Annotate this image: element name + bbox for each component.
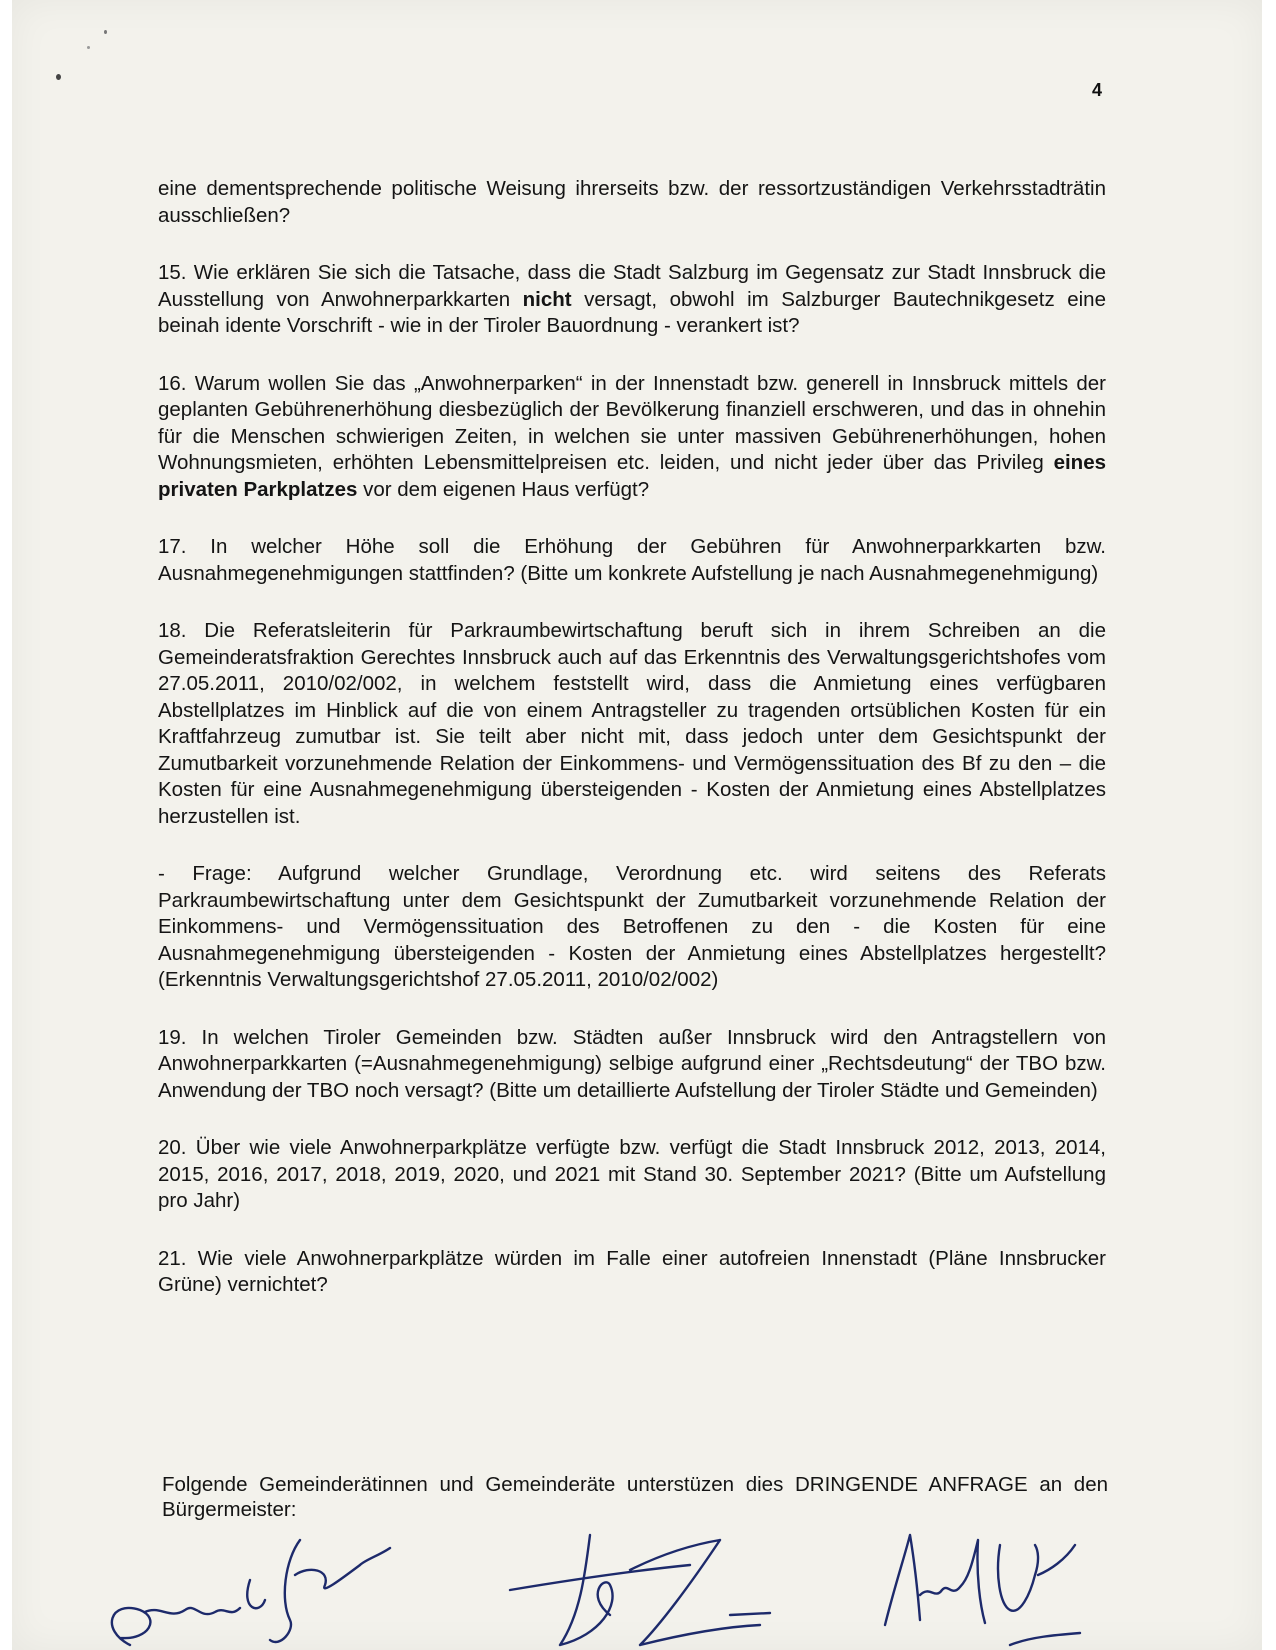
page-number: 4 <box>1092 80 1103 100</box>
text-segment: 15. Wie erklären Sie sich die Tatsache, dass die Stadt Salzburg im Gegensatz zur Stadt Innsbruck die Ausstellung von Anwohnerparkkarten <box>158 261 1106 311</box>
scan-speck <box>104 30 107 34</box>
paragraph <box>158 176 1106 229</box>
paragraph <box>158 618 1106 830</box>
paragraph <box>158 1246 1106 1299</box>
document-body <box>158 176 1106 1330</box>
text-segment: 16. Warum wollen Sie das „Anwohnerparken“ in der Innenstadt bzw. generell in Innsbruck mittels der geplanten Gebührenerhöhung diesbezüglich der Bevölkerung finanziell erschweren, und das in ohnehin für die Menschen schwierigen Zeiten, in welchen sie unter massiven Gebührenerhöhungen, hohen Wohnungsmieten, erhöhten Lebensmittelpreisen etc. leiden, und nicht jeder über das Privileg <box>158 371 1106 474</box>
paragraph <box>158 260 1106 340</box>
text-segment: - Frage: Aufgrund welcher Grundlage, Verordnung etc. wird seitens des Referats Parkraumbewirtschaftung unter dem Gesichtspunkt der Zumutbarkeit vorzunehmende Relation der Einkommens- und Vermögenssituation des Betroffenen zu den - die Kosten für eine Ausnahmegenehmigung übersteigenden - Kosten der Anmietung eines Abstellplatzes hergestellt? (Erkenntnis Verwaltungsgerichtshof 27.05.2011, 2010/02/002) <box>158 862 1106 991</box>
scan-speck <box>87 46 90 49</box>
signoff-text: Folgende Gemeinderätinnen und Gemeinderäte unterstüzen dies DRINGENDE ANFRAGE an den Bürgermeister: <box>162 1473 1108 1521</box>
paragraph <box>158 1025 1106 1105</box>
text-segment: 17. In welcher Höhe soll die Erhöhung der Gebühren für Anwohnerparkkarten bzw. Ausnahmegenehmigungen stattfinden? (Bitte um konkrete Aufstellung je nach Ausnahmegenehmigung) <box>158 535 1106 585</box>
paragraph <box>158 1135 1106 1215</box>
text-segment: 20. Über wie viele Anwohnerparkplätze verfügte bzw. verfügt die Stadt Innsbruck 2012, 2013, 2014, 2015, 2016, 2017, 2018, 2019, 2020, und 2021 mit Stand 30. September 2021? (Bitte um Aufstellung pro Jahr) <box>158 1136 1106 1212</box>
text-segment: versagt, obwohl im Salzburger Bautechnikgesetz eine beinah idente Vorschrift - wie in der Tiroler Bauordnung - verankert ist? <box>158 287 1106 337</box>
paragraph <box>158 371 1106 504</box>
bold-text: nicht <box>522 287 572 311</box>
signature-3 <box>860 1505 1090 1650</box>
text-segment: 21. Wie viele Anwohnerparkplätze würden im Falle einer autofreien Innenstadt (Pläne Innsbrucker Grüne) vernichtet? <box>158 1246 1106 1296</box>
bold-text: eines privaten Parkplatzes <box>158 451 1106 501</box>
text-segment: vor dem eigenen Haus verfügt? <box>357 477 650 501</box>
paragraph <box>158 534 1106 587</box>
signature-1 <box>90 1520 410 1650</box>
text-segment: eine dementsprechende politische Weisung ihrerseits bzw. der ressortzuständigen Verkehrsstadträtin ausschließen? <box>158 177 1106 227</box>
text-segment: 18. Die Referatsleiterin für Parkraumbewirtschaftung beruft sich in ihrem Schreiben an die Gemeinderatsfraktion Gerechtes Innsbruck auch auf das Erkenntnis des Verwaltungsgerichtshofes vom 27.05.2011, 2010/02/002, in welchem feststellt wird, dass die Anmietung eines verfügbaren Abstellplatzes im Hinblick auf die von einem Antragsteller zu tragenden ortsüblichen Kosten für ein Kraftfahrzeug zumutbar ist. Sie teilt aber nicht mit, dass jedoch unter dem Gesichtspunkt der Zumutbarkeit vorzunehmende Relation der Einkommens- und Vermögenssituation des Bf zu den – die Kosten für eine Ausnahmegenehmigung übersteigenden - Kosten der Anmietung eines Abstellplatzes herzustellen ist. <box>158 619 1106 828</box>
signature-2 <box>490 1515 780 1650</box>
text-segment: 19. In welchen Tiroler Gemeinden bzw. Städten außer Innsbruck wird den Antragstellern von Anwohnerparkkarten (=Ausnahmegenehmigung) selbige aufgrund einer „Rechtsdeutung“ der TBO bzw. Anwendung der TBO noch versagt? (Bitte um detaillierte Aufstellung der Tiroler Städte und Gemeinden) <box>158 1025 1106 1102</box>
scan-speck <box>56 74 61 80</box>
paragraph <box>158 861 1106 994</box>
